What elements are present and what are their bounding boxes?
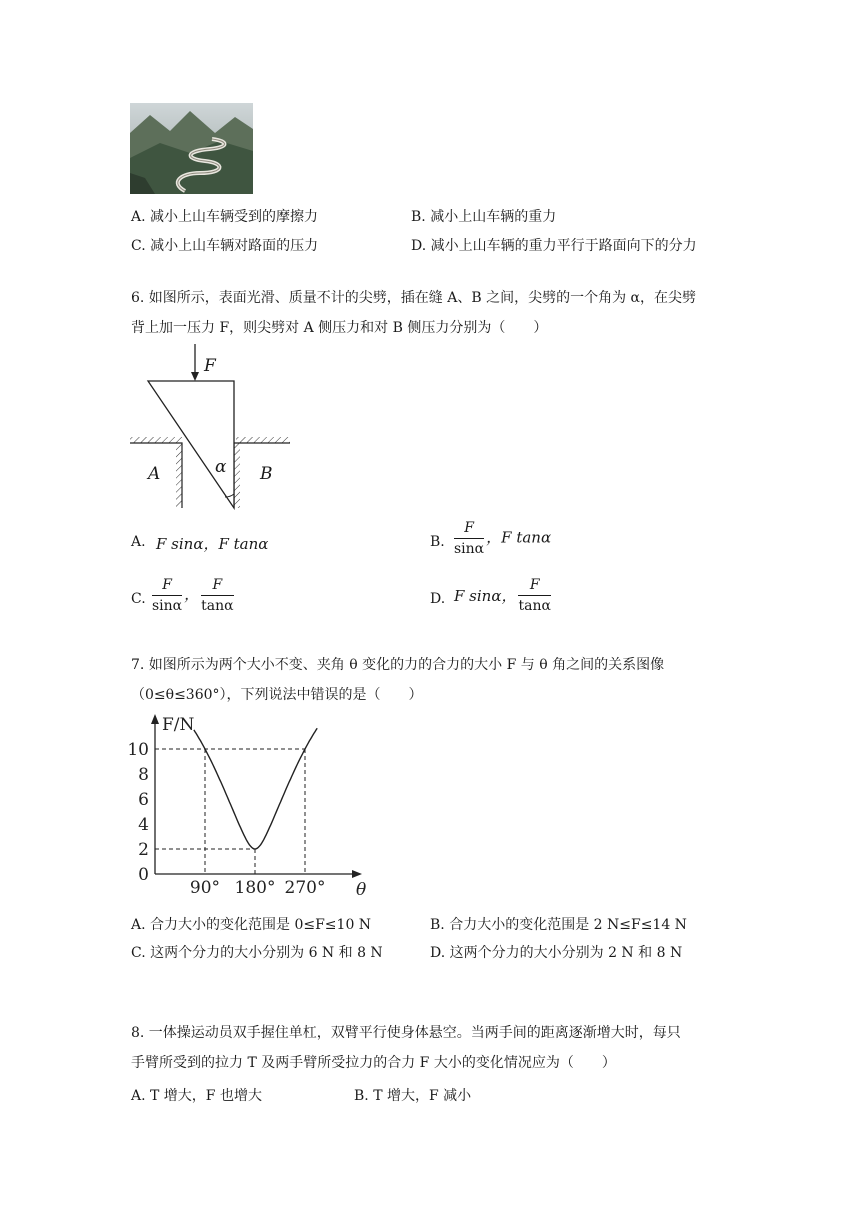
q7-option-d: D. 这两个分力的大小分别为 2 N 和 8 N — [430, 945, 683, 961]
q8-option-b: B. T 增大，F 减小 — [354, 1088, 472, 1104]
q6-option-b-tail: ，F tanα — [486, 528, 552, 547]
q6-option-b-expr — [452, 520, 551, 557]
separator: ， — [184, 585, 200, 604]
y-tick-label: 4 — [138, 815, 149, 835]
q6-stem-line2: 背上加一压力 F，则尖劈对 A 侧压力和对 B 侧压力分别为（ ） — [131, 320, 548, 336]
denominator: sinα — [454, 541, 485, 557]
mountain-road-photo — [130, 103, 253, 194]
wedge-label-b: B — [260, 464, 273, 484]
y-tick-label: 8 — [138, 765, 149, 785]
y-tick-label: 6 — [138, 790, 149, 810]
numerator: F — [454, 520, 484, 539]
numerator: F — [518, 577, 550, 596]
force-angle-chart — [128, 712, 378, 906]
denominator: sinα — [152, 598, 183, 614]
q7-option-c: C. 这两个分力的大小分别为 6 N 和 8 N — [131, 945, 383, 961]
numerator: F — [152, 577, 182, 596]
q6-option-c-letter: C. — [131, 591, 146, 607]
q7-option-a: A. 合力大小的变化范围是 0≤F≤10 N — [131, 917, 372, 933]
y-axis-label: F/N — [162, 715, 195, 735]
q6-option-a-letter: A. — [131, 534, 146, 550]
x-tick-label: 90° — [189, 878, 221, 898]
q8-option-a: A. T 增大，F 也增大 — [131, 1088, 262, 1104]
y-tick-label: 10 — [128, 740, 149, 760]
q8-stem-line2: 手臂所受到的拉力 T 及两手臂所受拉力的合力 F 大小的变化情况应为（ ） — [131, 1055, 616, 1071]
numerator: F — [201, 577, 233, 596]
q8-stem-line1: 8. 一体操运动员双手握住单杠，双臂平行使身体悬空。当两手间的距离逐渐增大时，每只 — [131, 1025, 681, 1041]
x-tick-label: 270° — [284, 878, 326, 898]
x-axis-arrow — [352, 870, 362, 878]
x-axis-label: θ — [356, 880, 367, 900]
q6-stem-line1: 6. 如图所示，表面光滑、质量不计的尖劈，插在缝 A、B 之间，尖劈的一个角为 α，在尖劈 — [131, 290, 697, 306]
wedge-label-f: F — [204, 356, 216, 376]
y-axis-arrow — [151, 714, 159, 724]
y-tick-label: 0 — [138, 865, 149, 885]
q6-option-d-letter: D. — [430, 591, 446, 607]
q6-option-d-head: F sinα， — [454, 587, 517, 605]
x-tick-label: 180° — [234, 878, 276, 898]
q5-option-d: D. 减小上山车辆的重力平行于路面向下的分力 — [411, 238, 697, 254]
q7-option-b: B. 合力大小的变化范围是 2 N≤F≤14 N — [430, 917, 687, 933]
series-line — [194, 728, 317, 849]
q6-option-d-expr — [454, 577, 553, 614]
fraction — [518, 577, 550, 614]
fraction — [454, 520, 484, 557]
denominator: tanα — [518, 598, 551, 614]
wedge-label-a: A — [148, 464, 161, 484]
q6-option-b-letter: B. — [430, 534, 445, 550]
q6-option-c-expr — [150, 577, 236, 614]
q5-option-a: A. 减小上山车辆受到的摩擦力 — [131, 209, 319, 225]
q5-option-c: C. 减小上山车辆对路面的压力 — [131, 238, 319, 254]
fraction — [152, 577, 182, 614]
q7-stem-line2: （0≤θ≤360°），下列说法中错误的是（ ） — [131, 687, 423, 703]
fraction — [201, 577, 233, 614]
q7-stem-line1: 7. 如图所示为两个大小不变、夹角 θ 变化的力的合力的大小 F 与 θ 角之间的关系图像 — [131, 657, 665, 673]
wedge-label-alpha: α — [215, 457, 227, 477]
q5-option-b: B. 减小上山车辆的重力 — [411, 209, 557, 225]
denominator: tanα — [201, 598, 234, 614]
q6-option-a-expr: F sinα，F tanα — [156, 535, 269, 553]
y-tick-label: 2 — [138, 840, 149, 860]
